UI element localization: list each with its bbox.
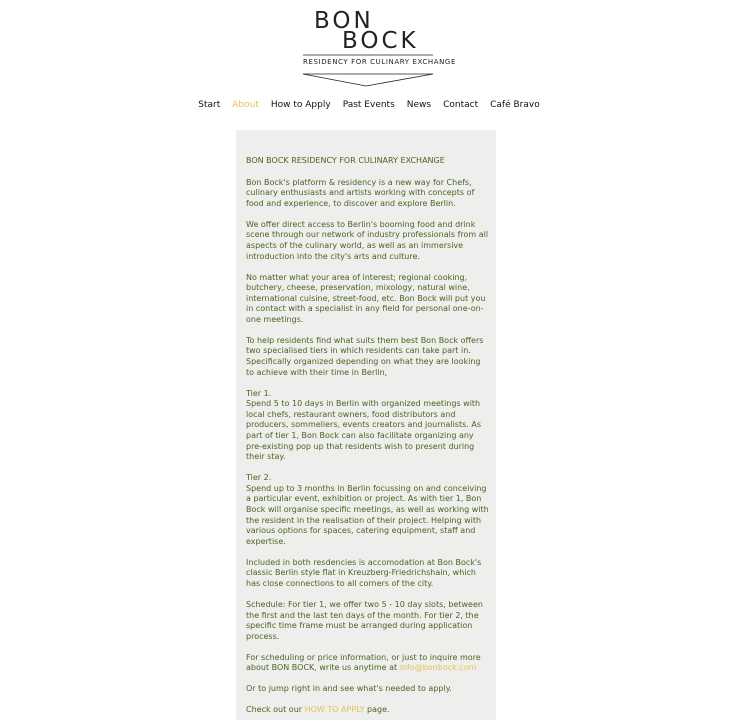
logo-rule-graphic <box>300 8 456 90</box>
nav-item-news[interactable]: News <box>406 100 432 110</box>
paragraph-contact <box>246 653 490 674</box>
paragraph-interests: No matter what your area of interest; regional cooking, butchery, cheese, preservation, mixology, natural wine, international cuisine, street-food, etc. Bon Bock will put you in contact with a specialist in any field for personal one-on-one meetings. <box>246 272 486 324</box>
paragraph-accommodation: Included in both resdencies is accomodation at Bon Bock's classic Berlin style flat in Kreuzberg-Friedrichshain, which has close connections to all corners of the city. <box>246 557 482 588</box>
paragraph-tiers: To help residents find what suits them best Bon Bock offers two specialised tiers in which residents can take part in. Specifically organized depending on what they are looking to achieve with their time in Berlin, <box>246 335 484 377</box>
paragraph-intro: Bon Bock's platform & residency is a new way for Chefs, culinary enthusiasts and artists working with concepts of food and experience, to discover and explore Berlin. <box>246 177 475 208</box>
logo-line-1: BON <box>314 8 374 34</box>
how-to-apply-link[interactable]: HOW TO APPLY <box>304 705 365 715</box>
check-out-after: page. <box>364 705 390 715</box>
main-nav <box>0 100 738 110</box>
tier-1-title: Tier 1. <box>246 388 272 398</box>
paragraph-tier-2 <box>246 473 490 547</box>
site-logo[interactable] <box>300 8 456 90</box>
paragraph-schedule: Schedule: For tier 1, we offer two 5 - 10 day slots, between the first and the last ten days of the month. For tier 2, the specific time frame must be arranged during application process. <box>246 599 483 641</box>
nav-item-contact[interactable]: Contact <box>443 100 479 110</box>
check-out-before: Check out our <box>246 705 305 715</box>
logo-line-2: BOCK <box>342 28 419 54</box>
nav-item-how-to-apply[interactable]: How to Apply <box>270 100 331 110</box>
contact-text: For scheduling or price information, or just to inquire more about BON BOCK, write us anytime at <box>246 652 481 673</box>
about-text <box>246 156 490 726</box>
tier-1-text: Spend 5 to 10 days in Berlin with organized meetings with local chefs, restaurant owners, food distributors and producers, sommeliers, events creators and journalists. As part of tier 1, Bon Bock can also facilitate organizing any pre-existing pop up that residents wish to present during their stay. <box>246 399 481 462</box>
logo-tagline: RESIDENCY FOR CULINARY EXCHANGE <box>303 58 456 66</box>
nav-item-cafe-bravo[interactable]: Café Bravo <box>490 100 540 110</box>
nav-item-about[interactable]: About <box>232 100 259 110</box>
page-heading: BON BOCK RESIDENCY FOR CULINARY EXCHANGE <box>246 156 445 165</box>
paragraph-apply: Or to jump right in and see what's needed to apply. <box>246 684 452 694</box>
paragraph-check-out <box>246 705 490 716</box>
paragraph-tier-1 <box>246 389 490 463</box>
nav-item-start[interactable]: Start <box>198 100 221 110</box>
nav-item-past-events[interactable]: Past Events <box>342 100 395 110</box>
paragraph-access: We offer direct access to Berlin's booming food and drink scene through our network of industry professionals from all aspects of the culinary world, as well as an immersive introduction into the city's arts and culture. <box>246 219 489 261</box>
content-panel <box>236 130 496 720</box>
tier-2-title: Tier 2. <box>246 473 272 483</box>
tier-2-text: Spend up to 3 months in Berlin focussing on and conceiving a particular event, exhibition or project. As with tier 1, Bon Bock will organise specific meetings, as well as working with the resident in the realisation of their project. Helping with various options for spaces, catering equipment, staff and expertise. <box>246 483 489 546</box>
email-link[interactable]: info@bonbock.com <box>399 663 477 673</box>
